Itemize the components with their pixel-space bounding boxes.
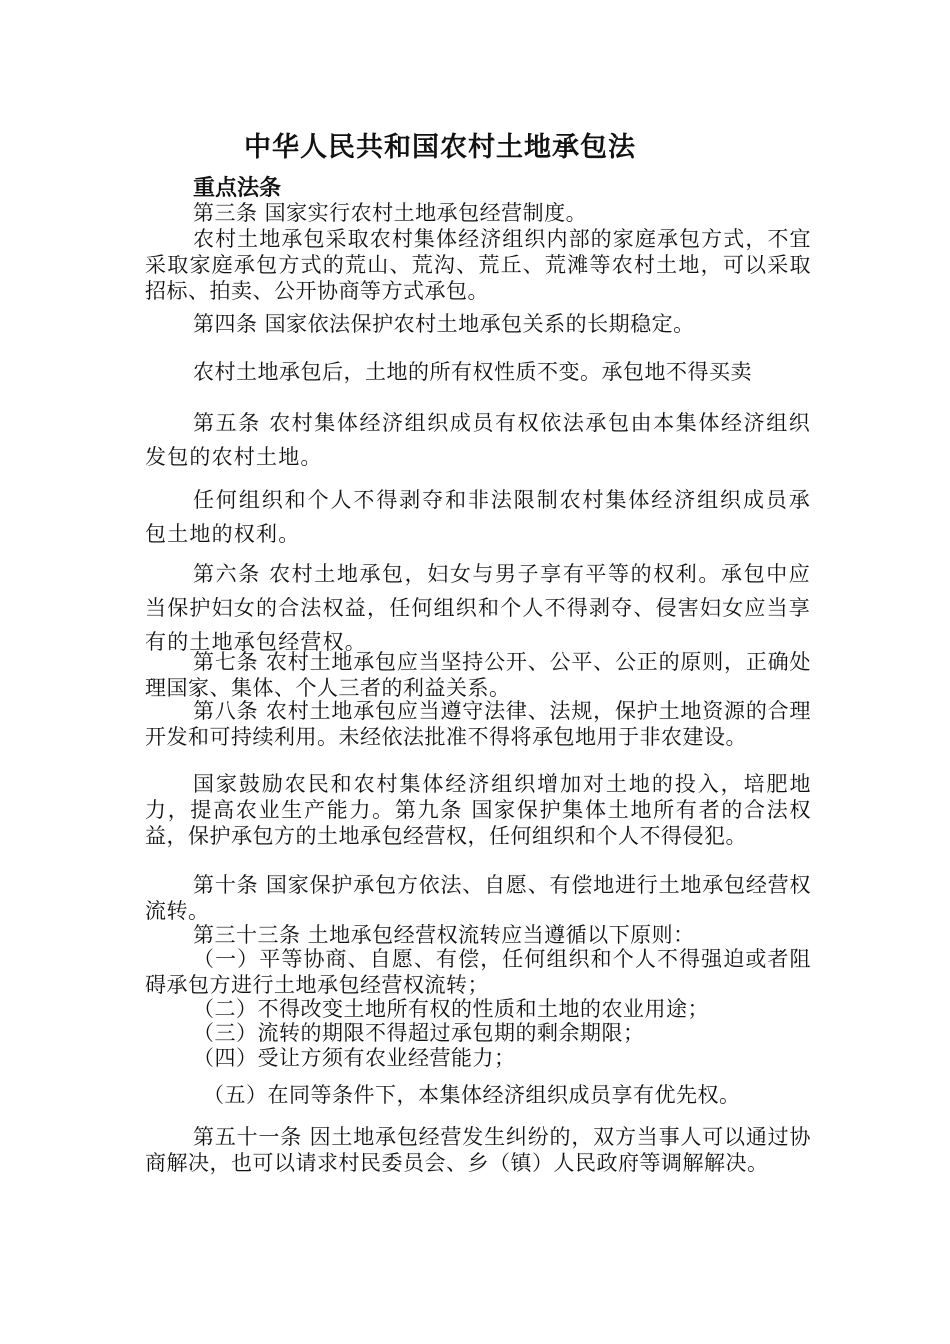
article-3: 第三条 国家实行农村土地承包经营制度。 [193,201,588,225]
article-4: 第四条 国家依法保护农村土地承包关系的长期稳定。 [193,312,695,336]
article-8: 第八条 农村土地承包应当遵守法律、法规，保护土地资源的合理开发和可持续利用。未经依法批准不得将承包地用于非农建设。 [145,699,811,749]
article-7: 第七条 农村土地承包应当坚持公开、公平、公正的原则，正确处理国家、集体、个人三者的利益关系。 [145,650,811,700]
article-4-paragraph-2: 农村土地承包后，土地的所有权性质不变。承包地不得买卖 [193,360,752,384]
article-33-item-4: （四）受让方须有农业经营能力； [193,1046,516,1070]
article-5: 第五条 农村集体经济组织成员有权依法承包由本集体经济组织发包的农村土地。 [145,411,811,469]
section-heading: 重点法条 [193,175,282,201]
article-33-item-5: （五）在同等条件下，本集体经济组织成员享有优先权。 [203,1083,741,1107]
article-8-paragraph-2: 国家鼓励农民和农村集体经济组织增加对土地的投入，培肥地力，提高农业生产能力。第九条 国家保护集体土地所有者的合法权益，保护承包方的土地承包经营权，任何组织和个人不得侵犯。 [145,772,811,848]
article-3-paragraph-2: 农村土地承包采取农村集体经济组织内部的家庭承包方式，不宜采取家庭承包方式的荒山、荒沟、荒丘、荒滩等农村土地，可以采取招标、拍卖、公开协商等方式承包。 [145,227,811,303]
article-6: 第六条 农村土地承包，妇女与男子享有平等的权利。承包中应当保护妇女的合法权益，任何组织和个人不得剥夺、侵害妇女应当享有的土地承包经营权。 [145,562,811,654]
article-51: 第五十一条 因土地承包经营发生纠纷的，双方当事人可以通过协商解决，也可以请求村民委员会、乡（镇）人民政府等调解解决。 [145,1125,811,1175]
document-title: 中华人民共和国农村土地承包法 [244,132,636,163]
article-10: 第十条 国家保护承包方依法、自愿、有偿地进行土地承包经营权流转。 [145,873,811,923]
article-5-paragraph-2: 任何组织和个人不得剥夺和非法限制农村集体经济组织成员承包土地的权利。 [145,488,811,546]
article-33-item-3: （三）流转的期限不得超过承包期的剩余期限； [193,1021,645,1045]
article-33-item-1: （一）平等协商、自愿、有偿，任何组织和个人不得强迫或者阻碍承包方进行土地承包经营权流转； [145,947,811,997]
article-33: 第三十三条 土地承包经营权流转应当遵循以下原则： [193,923,695,947]
article-33-item-2: （二）不得改变土地所有权的性质和土地的农业用途； [193,997,709,1021]
